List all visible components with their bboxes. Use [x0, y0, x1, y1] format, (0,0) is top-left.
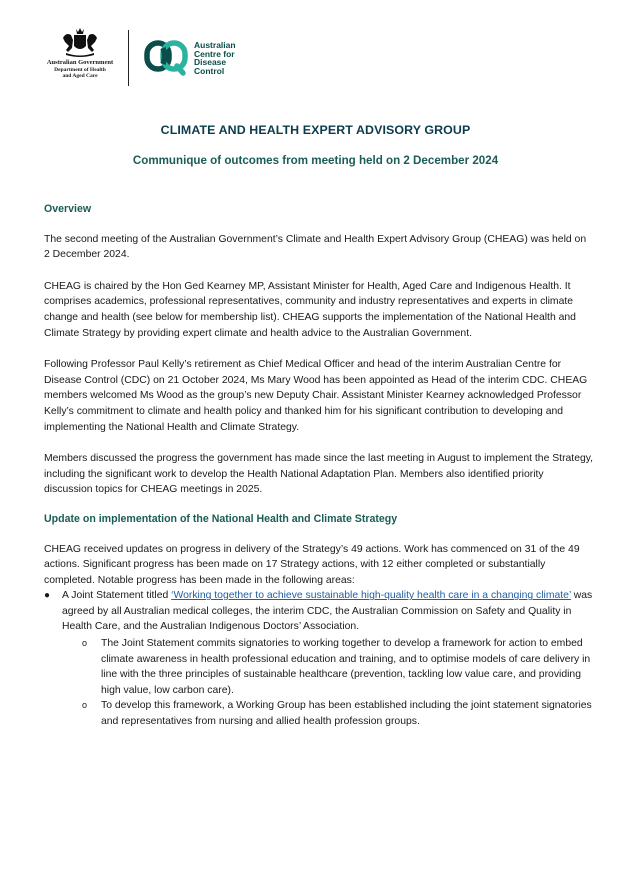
cdc-mark-icon — [144, 38, 188, 76]
paragraph-2: CHEAG is chaired by the Hon Ged Kearney MP, Assistant Minister for Health, Aged Care and Indigenous Health. It comprises academics, professional representatives, community and industry representatives and experts in climate change and health (see below for membership list). CHEAG supports the implementation of the National Health and Climate Strategy by providing expert climate and health advice to the Australian Government. — [44, 280, 576, 339]
cdc-line3: Disease — [194, 57, 227, 68]
paragraph-1: The second meeting of the Australian Government’s Climate and Health Expert Advisory Group (CHEAG) was held on 2 December 2024. — [44, 233, 587, 261]
item1-suffix: was agreed by all Australian medical colleges, the interim CDC, the Australian Commission on Safety and Quality in Health Care, and the Australian Indigenous Doctors’ Association. — [62, 590, 593, 633]
cdc-logo — [144, 38, 284, 78]
header-divider — [128, 30, 129, 86]
sub-item-2-text: To develop this framework, a Working Group has been established including the joint statement signatories and representatives from nursing and allied health profession groups. — [101, 700, 592, 728]
cdc-line2: Centre for — [194, 48, 235, 59]
paragraph-3: Following Professor Paul Kelly’s retirement as Chief Medical Officer and head of the interim Australian Centre for Disease Control (CDC) on 21 October 2024, Ms Mary Wood has been appointed as Head of the interim CDC. CHEAG members welcomed Ms Wood as the group’s new Deputy Chair. Assistant Minister Kearney acknowledged Professor Kelly’s commitment to climate and health policy and thanked him for his significant contribution to developing and implementing the National Health and Climate Strategy. — [44, 359, 588, 433]
document-body — [44, 202, 594, 730]
progress-list — [44, 588, 594, 729]
sub-list — [82, 636, 594, 730]
circle-bullet-icon: o — [82, 700, 88, 711]
document-title: CLIMATE AND HEALTH EXPERT ADVISORY GROUP — [160, 123, 471, 137]
joint-statement-link[interactable]: ‘Working together to achieve sustainable high-quality health care in a changing climate’ — [171, 590, 571, 602]
update-heading: Update on implementation of the National Health and Climate Strategy — [44, 512, 398, 525]
cdc-line4: Control — [194, 65, 225, 76]
australian-government-logo — [40, 26, 120, 86]
bullet-icon: ● — [44, 590, 51, 602]
circle-bullet-icon: o — [82, 638, 88, 649]
update-intro: CHEAG received updates on progress in delivery of the Strategy’s 49 actions. Work has commenced on 31 of the 49 actions. Significant progress has been made on 17 Strategy actions, with 12 either completed or substantially completed. Notable progress has been made in the following areas: — [44, 543, 580, 586]
document-header — [40, 26, 600, 88]
list-item — [44, 588, 594, 729]
sub-list-item — [82, 698, 594, 729]
department-name-line2: and Aged Care — [62, 73, 98, 79]
sub-list-item — [82, 636, 594, 698]
department-name-line1: Department of Health — [54, 66, 106, 73]
government-name: Australian Government — [46, 59, 114, 66]
overview-heading: Overview — [44, 203, 92, 215]
cdc-line1: Australian — [194, 40, 236, 50]
item1-prefix: A Joint Statement titled — [62, 590, 172, 602]
document-subtitle: Communique of outcomes from meeting held on 2 December 2024 — [132, 154, 499, 167]
coat-of-arms-icon — [60, 26, 100, 58]
cdc-wordmark — [194, 41, 236, 75]
paragraph-4: Members discussed the progress the government has made since the last meeting in August to implement the Strategy, including the significant work to develop the Health National Adaptation Plan. Members also identified priority discussion topics for CHEAG meetings in 2025. — [44, 453, 594, 496]
sub-item-1-text: The Joint Statement commits signatories to working together to develop a framework for action to embed climate awareness in health professional education and training, and to optimise models of care delivery in line with the three principles of sustainable healthcare (prevention, tackling low value care, and providing high value, low carbon care). — [101, 638, 591, 696]
